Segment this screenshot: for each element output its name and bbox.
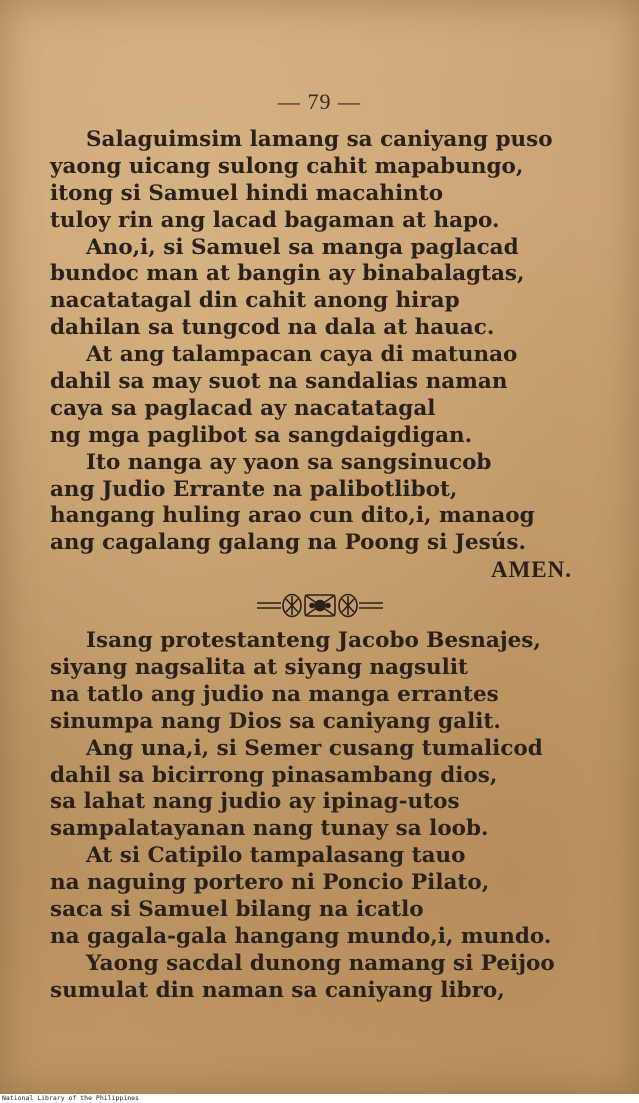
amen-line: AMEN. bbox=[490, 557, 572, 583]
text-line: sinumpa nang Dios sa caniyang galit. bbox=[50, 708, 501, 734]
library-footer: National Library of the Philippines bbox=[0, 1094, 639, 1103]
text-line: ang cagalang galang na Poong si Jesús. bbox=[50, 530, 526, 556]
text-line: dahilan sa tungcod na dala at hauac. bbox=[50, 315, 495, 341]
page-number: — 79 — bbox=[278, 89, 361, 114]
text-line: tuloy rin ang lacad bagaman at hapo. bbox=[50, 207, 500, 233]
text-line: dahil sa may suot na sandalias naman bbox=[50, 369, 508, 395]
text-line: saca si Samuel bilang na icatlo bbox=[50, 897, 424, 923]
text-line: ang Judio Errante na palibotlibot, bbox=[50, 476, 458, 502]
text-line: Ang una,i, si Semer cusang tumalicod bbox=[86, 735, 543, 761]
text-line: At ang talampacan caya di matunao bbox=[86, 342, 518, 368]
text-line: bundoc man at bangin ay binabalagtas, bbox=[50, 261, 525, 287]
text-line: yaong uicang sulong cahit mapabungo, bbox=[50, 153, 524, 179]
poem-text bbox=[50, 127, 590, 1005]
text-line: siyang nagsalita at siyang nagsulit bbox=[50, 655, 468, 681]
text-line: Ito nanga ay yaon sa sangsinucob bbox=[86, 449, 492, 475]
stanza-block-a bbox=[50, 127, 590, 557]
text-line: sumulat din naman sa caniyang libro, bbox=[50, 977, 505, 1003]
text-line: hangang huling arao cun dito,i, manaog bbox=[50, 503, 535, 529]
text-line: Salaguimsim lamang sa caniyang puso bbox=[86, 127, 553, 152]
text-line: caya sa paglacad ay nacatatagal bbox=[50, 395, 436, 421]
text-line: dahil sa bicirrong pinasambang dios, bbox=[50, 762, 498, 788]
text-line: na tatlo ang judio na manga errantes bbox=[50, 681, 499, 707]
text-line: itong si Samuel hindi macahinto bbox=[50, 180, 444, 206]
stanza-block-b bbox=[50, 628, 590, 1004]
ornament-divider bbox=[50, 584, 590, 628]
text-line: na naguing portero ni Poncio Pilato, bbox=[50, 870, 490, 896]
text-line: At si Catipilo tampalasang tauo bbox=[86, 843, 466, 869]
text-line: Isang protestanteng Jacobo Besnajes, bbox=[86, 628, 541, 654]
text-line: sa lahat nang judio ay ipinag-utos bbox=[50, 789, 460, 815]
text-line: Ano,i, si Samuel sa manga paglacad bbox=[86, 234, 519, 260]
text-line: ng mga paglibot sa sangdaigdigan. bbox=[50, 422, 473, 448]
text-line: sampalatayanan nang tunay sa loob. bbox=[50, 816, 489, 842]
fleuron-ornament-icon bbox=[255, 591, 385, 621]
text-line: na gagala-gala hangang mundo,i, mundo. bbox=[50, 923, 552, 949]
text-line: nacatatagal din cahit anong hirap bbox=[50, 288, 460, 314]
text-line: Yaong sacdal dunong namang si Peijoo bbox=[86, 950, 555, 976]
